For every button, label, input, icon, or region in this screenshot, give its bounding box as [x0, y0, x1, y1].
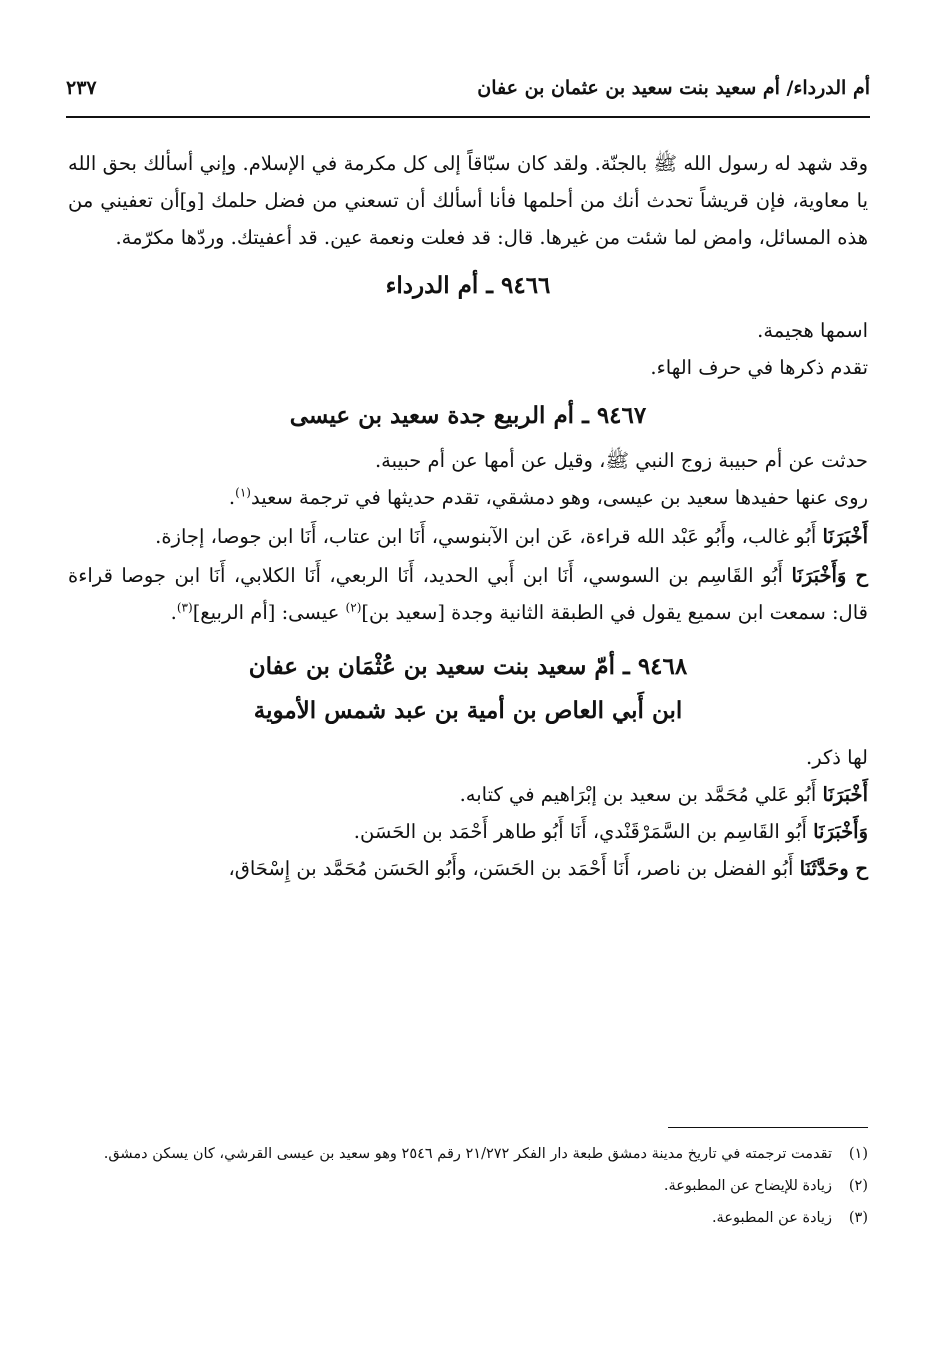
entry-9467-isnad-1 — [68, 518, 868, 555]
isnad-text: أَبُو القَاسِم بن السَّمَرْقَنْدي، أَنَا أَبُو طاهر أَحْمَد بن الحَسَن. — [353, 820, 814, 843]
footnote-ref-3[interactable]: (٣) — [176, 600, 193, 615]
intro-paragraph: وقد شهد له رسول الله ﷺ بالجنّة. ولقد كان سبّاقاً إلى كل مكرمة في الإسلام. وإني أسألك بحق الله يا معاوية، فإن قريشاً تحدث أنك من أحلمها فأنا أسألك أن تسعني من فضل حلمك [و]أن تعفيني من هذه المسائل، وامض لما شئت من غيرها. قال: قد فعلت ونعمة عين. قد أعفيتك. وردّها مكرّمة. — [68, 152, 868, 249]
footnote-1 — [68, 1140, 868, 1168]
entry-9468-heading-line-1: ٩٤٦٨ ـ أمّ سعيد بنت سعيد بن عُثْمَان بن عفان — [248, 653, 688, 680]
footnote-2 — [68, 1172, 868, 1200]
isnad-text: أَبُو القَاسِم بن السوسي، أَنَا ابن أَبي الحديد، أَنَا الربعي، أَنَا الكلابي، أَنَا ابن جوصا قراءة قال: سمعت ابن سميع يقول في الطبقة الثانية وجدة [سعيد بن] — [68, 564, 868, 624]
running-title: أم الدرداء/ أم سعيد بنت سعيد بن عثمان بن عفان — [477, 77, 870, 99]
footnote-divider — [668, 1127, 868, 1128]
entry-9466-note: تقدم ذكرها في حرف الهاء. — [650, 356, 868, 379]
isnad-keyword: وَأَخْبَرَنَا — [813, 820, 868, 843]
entry-9467-narration: حدثت عن أم حبيبة زوج النبي ﷺ، وقيل عن أمها عن أم حبيبة. — [374, 449, 868, 472]
footnote-number: (٢) — [848, 1178, 868, 1194]
footnote-number: (٣) — [848, 1210, 868, 1226]
footnotes — [68, 1140, 868, 1236]
footnote-text: زيادة عن المطبوعة. — [711, 1210, 832, 1226]
footnote-text: تقدمت ترجمته في تاريخ مدينة دمشق طبعة دار الفكر ٢١/٢٧٢ رقم ٢٥٤٦ وهو سعيد بن عيسى القرشي، كان يسكن دمشق. — [103, 1146, 832, 1162]
entry-9468-isnad-2 — [68, 813, 868, 850]
entry-9466-name: اسمها هجيمة. — [757, 319, 868, 342]
entry-9468-mention: لها ذكر. — [806, 746, 868, 769]
isnad-text-mid: عيسى: [أم الربيع] — [192, 601, 346, 624]
entry-9468-isnad-1 — [68, 776, 868, 813]
isnad-text: أَبُو الفضل بن ناصر، أَنَا أَحْمَد بن الحَسَن، وأَبُو الحَسَن مُحَمَّد بن إِسْحَاق، — [228, 857, 800, 880]
entry-9467-heading: ٩٤٦٧ ـ أم الربيع جدة سعيد بن عيسى — [289, 402, 647, 429]
entry-9468-heading-line-2: ابن أَبي العاص بن أمية بن عبد شمس الأموية — [253, 697, 683, 724]
isnad-text: أَبُو غالب، وأَبُو عَبْد الله قراءة، عَن ابن الآبنوسي، أَنَا ابن عتاب، أَنَا ابن جوصا، إجازة. — [155, 525, 823, 548]
footnote-text: زيادة للإيضاح عن المطبوعة. — [663, 1178, 832, 1194]
entry-9467-narrator-text: روى عنها حفيدها سعيد بن عيسى، وهو دمشقي، تقدم حديثها في ترجمة سعيد — [250, 486, 868, 509]
running-header — [66, 68, 870, 108]
footnote-3 — [68, 1204, 868, 1232]
isnad-keyword: أَخْبَرَنَا — [822, 783, 868, 806]
footnote-number: (١) — [848, 1146, 868, 1162]
footnote-ref-2[interactable]: (٢) — [345, 600, 362, 615]
entry-9468-isnad-3 — [68, 850, 868, 887]
isnad-text: أَبُو عَلي مُحَمَّد بن سعيد بن إبْرَاهيم في كتابه. — [459, 783, 823, 806]
entry-9467-narrator — [68, 479, 868, 516]
isnad-keyword: ح وحَدَّثَنَا — [799, 857, 868, 880]
header-divider — [66, 116, 870, 118]
entry-9467-narrator-end: . — [228, 486, 236, 509]
entry-9466-heading: ٩٤٦٦ ـ أم الدرداء — [385, 272, 551, 299]
entry-9467-isnad-2 — [68, 557, 868, 631]
isnad-keyword: أَخْبَرَنَا — [822, 525, 868, 548]
entry-9468-heading — [68, 645, 868, 733]
main-text — [68, 145, 868, 887]
page-number: ٢٣٧ — [66, 77, 97, 99]
isnad-keyword: ح وَأَخْبَرَنَا — [791, 564, 869, 587]
isnad-text-end: . — [170, 601, 177, 624]
footnote-ref-1[interactable]: (١) — [235, 485, 251, 500]
